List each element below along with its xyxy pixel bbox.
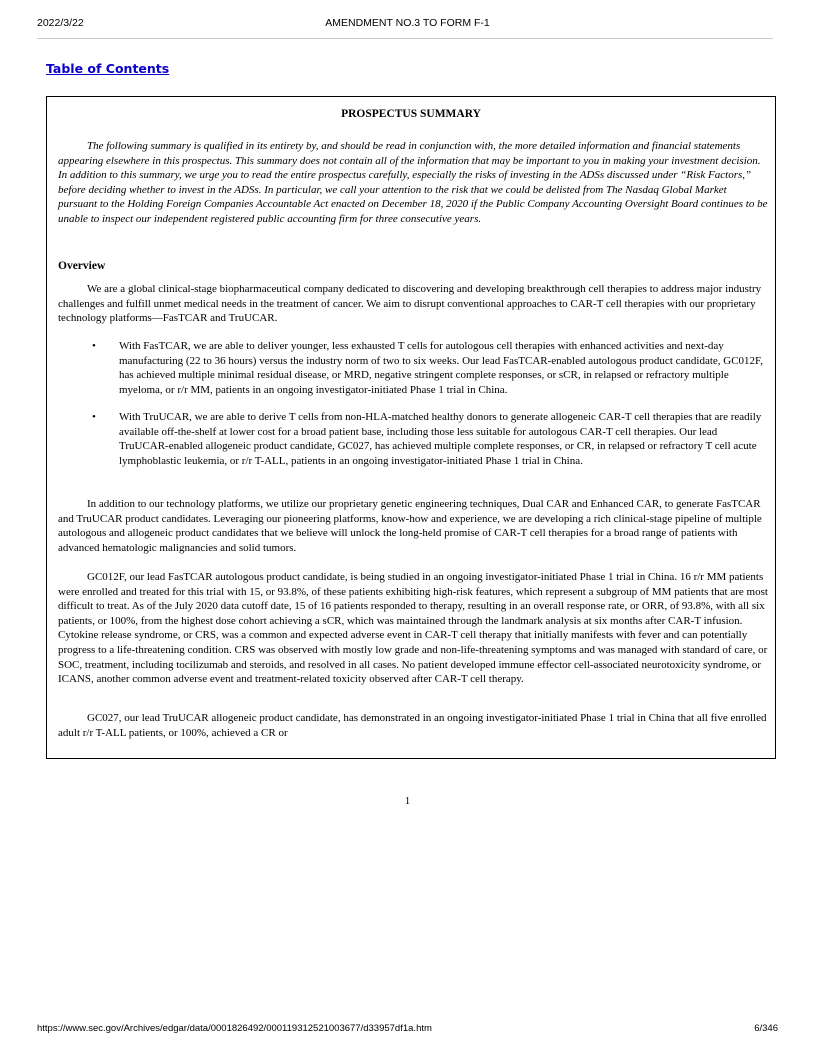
gc027-paragraph: GC027, our lead TruUCAR allogeneic product candidate, has demonstrated in an ongoing investigator-initiated Phase 1 trial in China that all five enrolled adult r/r T-ALL patients, or 100%, achieved a CR or (58, 712, 767, 739)
bullet-marker: • (92, 340, 96, 352)
summary-intro: The following summary is qualified in its entirety by, and should be read in conjunction with, the more detailed information and financial statements appearing elsewhere in this prospectus. This summary does not contain all of the information that may be important to you in making your investment decision. In addition to this summary, we urge you to read the entire prospectus carefully, especially the risks of investing in the ADSs discussed under “Risk Factors,” before deciding whether to invest in the ADSs. In particular, we call your attention to the risk that we could be delisted from The Nasdaq Global Market pursuant to the Holding Foreign Companies Accountable Act enacted on December 18, 2020 if the Public Company Accounting Oversight Board continues to be unable to inspect our independent registered public accounting firm for three consecutive years. (58, 140, 768, 225)
header-date: 2022/3/22 (37, 17, 84, 29)
header-title: AMENDMENT NO.3 TO FORM F-1 (325, 17, 490, 29)
bullet-trucar: With TruUCAR, we are able to derive T cells from non-HLA-matched healthy donors to generate allogeneic CAR-T cell therapies that are readily available off-the-shelf at lower cost for a broad patient base, including those less suitable for autologous CAR-T cell therapies. Our lead TruUCAR-enabled allogeneic product candidate, GC027, has achieved multiple complete responses, or CR, in relapsed or refractory T cell acute lymphoblastic leukemia, or r/r T-ALL, patients in an ongoing investigator-initiated Phase 1 trial in China. (119, 411, 762, 467)
footer-url: https://www.sec.gov/Archives/edgar/data/0001826492/000119312521003677/d33957df1a.htm (37, 1023, 432, 1034)
platforms-paragraph: In addition to our technology platforms, we utilize our proprietary genetic engineering techniques, Dual CAR and Enhanced CAR, to generate FasTCAR and TruUCAR product candidates. Leveraging our pioneering platforms, know-how and experience, we are developing a rich clinical-stage pipeline of multiple autologous and allogeneic product candidates that we believe will unlock the long-held promise of CAR-T cell therapies for a broad range of patients with advanced hematologic malignancies and solid tumors. (58, 498, 762, 554)
summary-title: PROSPECTUS SUMMARY (341, 108, 481, 120)
bullet-fastcar: With FasTCAR, we are able to deliver younger, less exhausted T cells for autologous cell therapies with enhanced activities and next-day manufacturing (22 to 36 hours) versus the industry norm of two to six weeks. Our lead FasTCAR-enabled autologous product candidate, GC012F, has achieved multiple minimal residual disease, or MRD, negative stringent complete responses, or sCR, in relapsed or refractory multiple myeloma, or r/r MM, patients in an ongoing investigator-initiated Phase 1 trial in China. (119, 340, 764, 396)
prospectus-summary-box (46, 96, 776, 759)
page-number: 1 (404, 795, 411, 807)
overview-paragraph: We are a global clinical-stage biopharmaceutical company dedicated to discovering and developing breakthrough cell therapies to address major industry challenges and fulfill unmet medical needs in the treatment of cancer. We aim to disrupt conventional approaches to CAR-T cell therapies with our proprietary technology platforms—FasTCAR and TruUCAR. (58, 283, 762, 325)
bullet-marker: • (92, 411, 96, 423)
overview-heading: Overview (58, 260, 106, 272)
gc012f-paragraph: GC012F, our lead FasTCAR autologous product candidate, is being studied in an ongoing investigator-initiated Phase 1 trial in China. 16 r/r MM patients were enrolled and treated for this trial with 15, or 93.8%, of these patients exhibiting high-risk features, which represent a subgroup of MM patients that are most difficult to treat. As of the July 2020 data cutoff date, 15 of 16 patients responded to therapy, resulting in an overall response rate, or ORR, of 93.8%, with all six patients, or 100%, from the highest dose cohort achieving a sCR, which was maintained through the landmark analysis at six months after CAR-T infusion. Cytokine release syndrome, or CRS, was a common and expected adverse event in CAR-T cell therapy that initially manifests with fever and can potentially progress to a life-threatening condition. CRS was observed with mostly low grade and non-life-threatening symptoms and was managed with standard of care, or SOC, treatment, including tocilizumab and steroids, and resolved in all cases. No patient developed immune effector cell-associated neurotoxicity syndrome, or ICANS, another common adverse event and treatment-related toxicity observed after CAR-T cell therapy. (58, 571, 768, 686)
header-divider (37, 38, 773, 39)
footer-page-count: 6/346 (754, 1023, 778, 1034)
table-of-contents-link[interactable]: Table of Contents (46, 61, 170, 76)
